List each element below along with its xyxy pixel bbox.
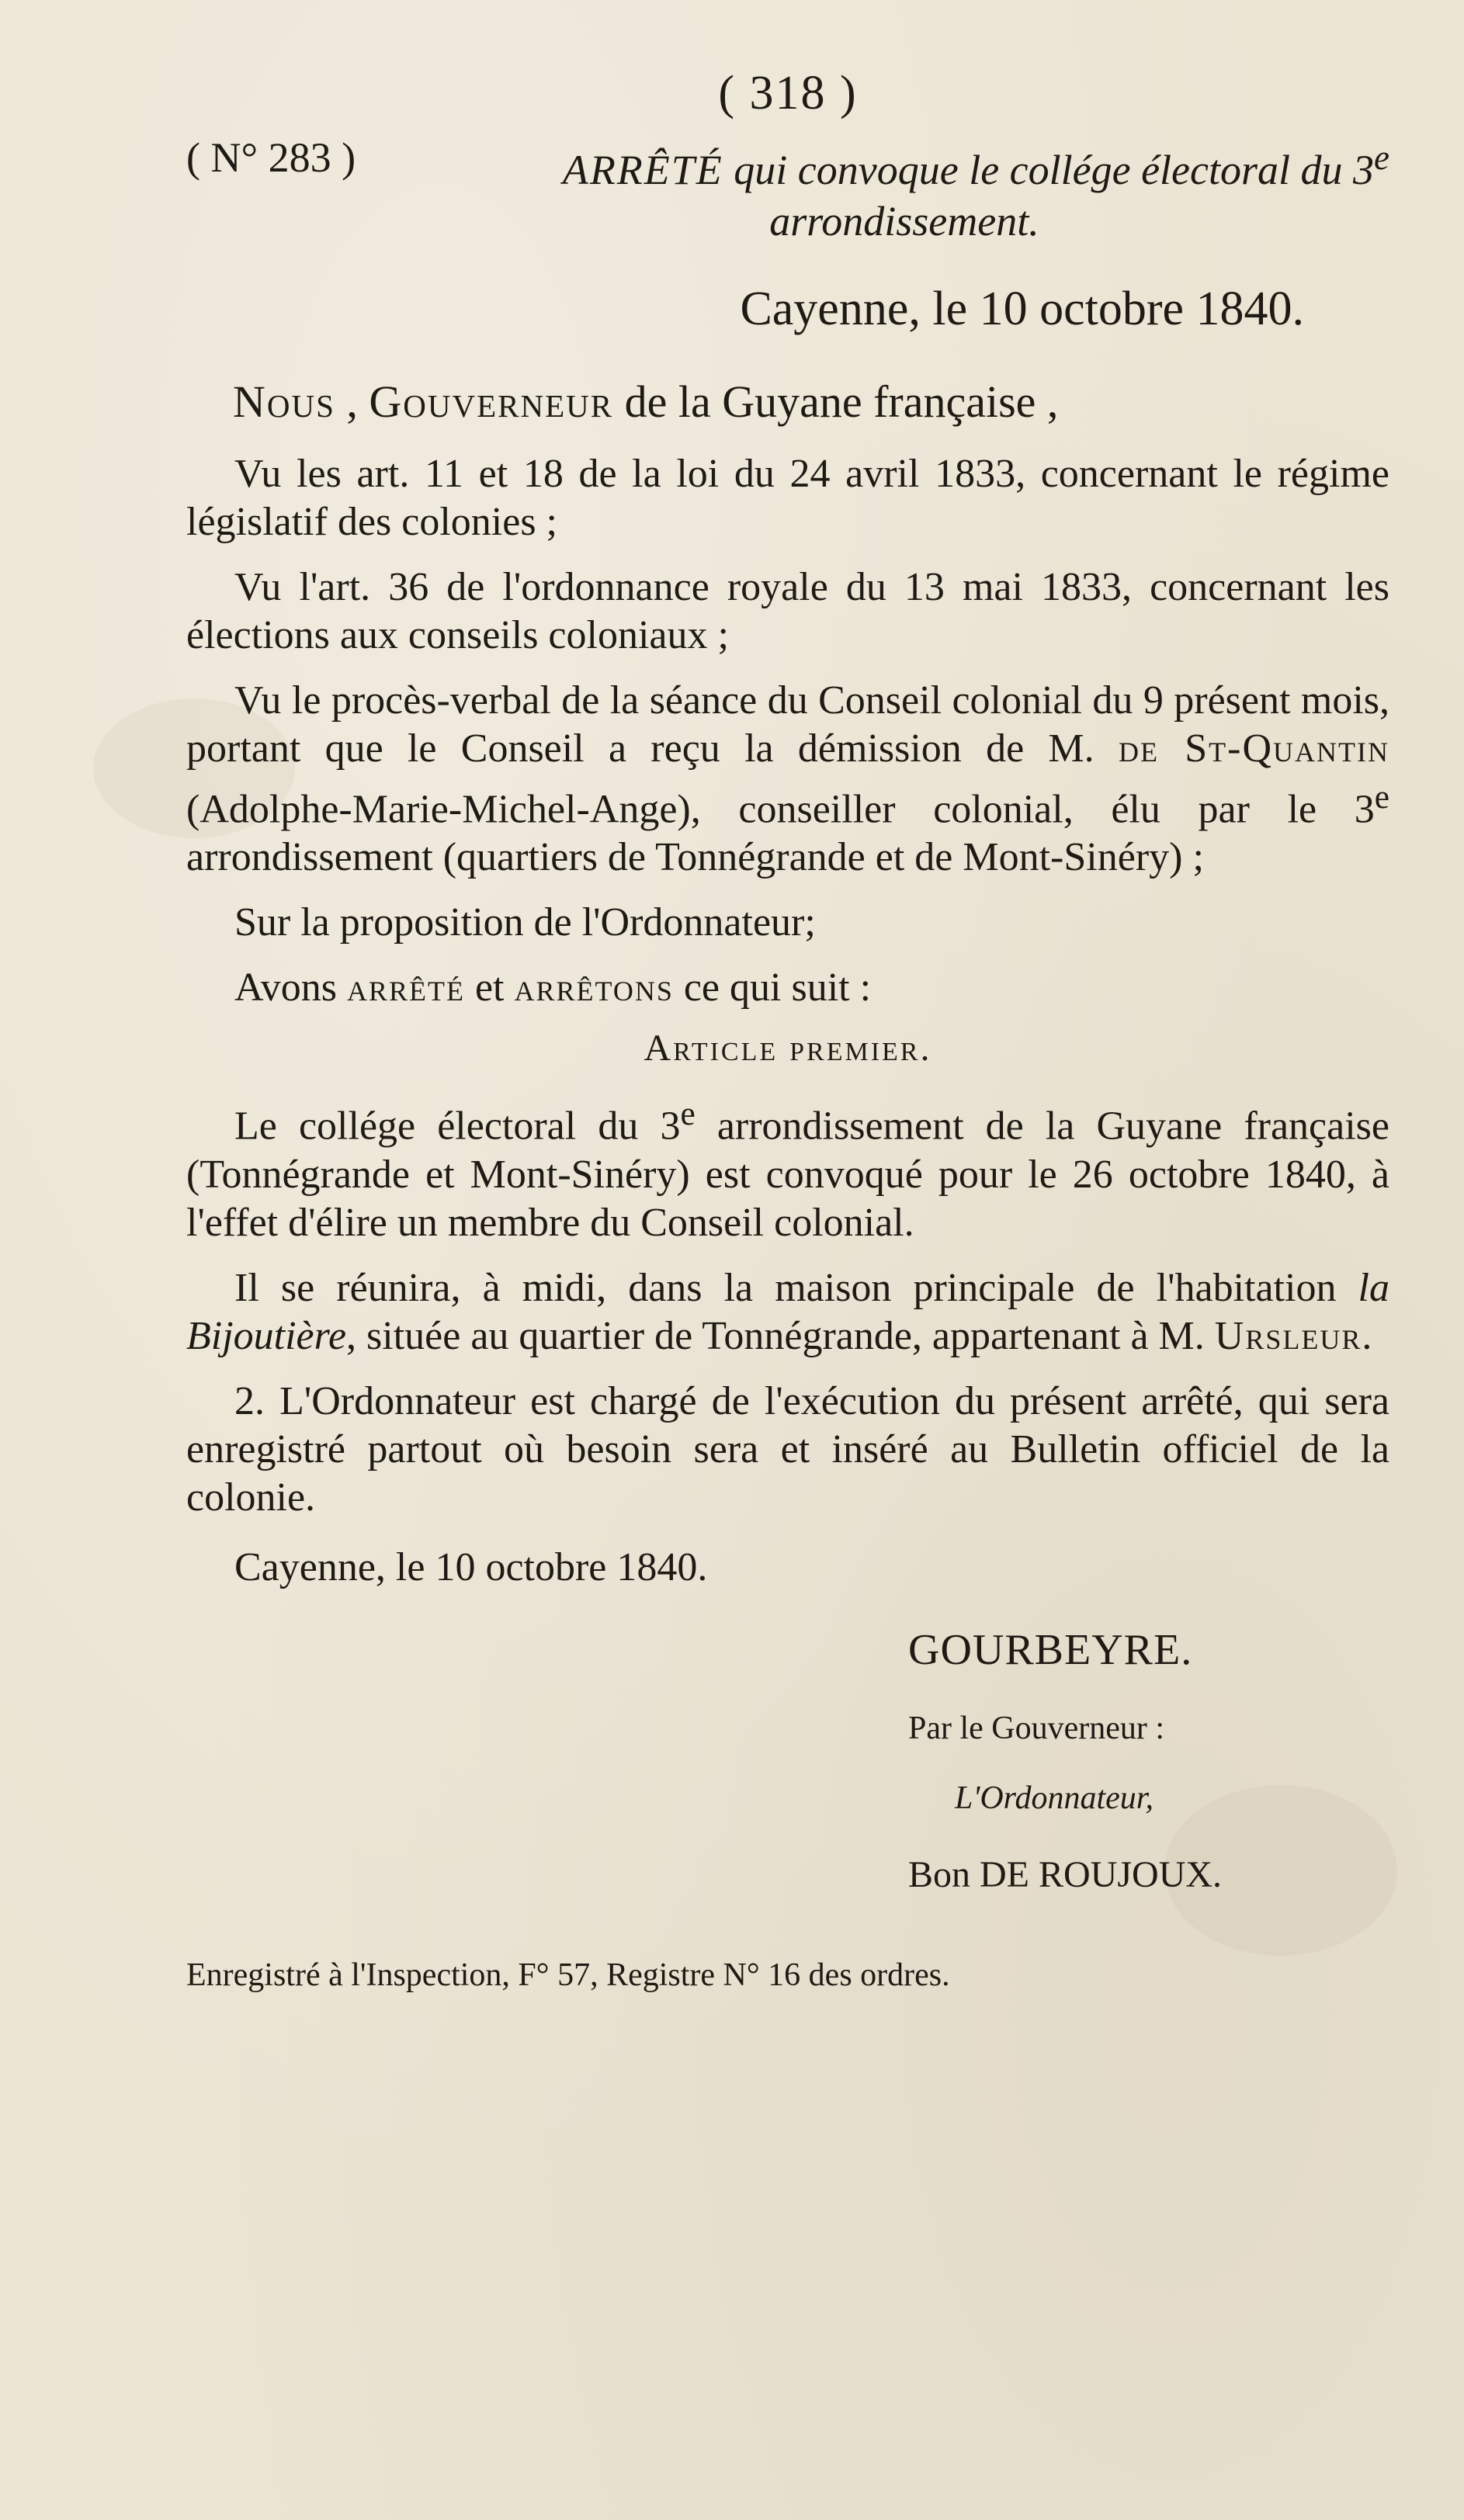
article-2: 2. L'Ordonnateur est chargé de l'exécution du présent arrêté, qui sera enregistré partout où besoin sera et inséré au Bulletin officiel de la colonie. <box>186 1378 1389 1520</box>
article-1-part-a: Le collége électoral du 3 <box>234 1104 681 1149</box>
article-1-paragraph-2 <box>186 1264 1389 1361</box>
signature-block <box>186 1623 1389 1901</box>
decree-title-rest: qui convoque le collége électoral du 3 <box>723 147 1375 193</box>
authority-sep: , <box>335 376 369 427</box>
article-1-p2-name: Ursleur <box>1214 1313 1362 1358</box>
avons-part-a: Avons <box>234 965 347 1010</box>
paragraph-visa-1: Vu les art. 11 et 18 de la loi du 24 avril 1833, concernant le régime législatif des colonies ; <box>186 452 1389 544</box>
signature-second-name: DE ROUJOUX. <box>970 1853 1223 1895</box>
authority-line <box>186 371 1389 433</box>
article-1-p2-part-c: . <box>1362 1313 1372 1358</box>
signature-par: Par le Gouverneur : <box>908 1710 1165 1746</box>
authority-rest: de la Guyane française , <box>613 376 1059 427</box>
authority-gouverneur: Gouverneur <box>369 376 614 427</box>
article-1-p2-italic: la Bijoutière <box>186 1265 1389 1358</box>
decree-heading <box>186 132 1389 247</box>
avons-part-c: ce qui suit : <box>673 965 872 1010</box>
closing-date: Cayenne, le 10 octobre 1840. <box>234 1544 708 1589</box>
article-title: Article premier. <box>644 1028 932 1069</box>
signature-second-prefix: Bon <box>908 1853 971 1895</box>
article-1-sup: e <box>680 1095 696 1133</box>
signature-role: L'Ordonnateur, <box>955 1780 1154 1816</box>
decree-title-line2: arrondissement. <box>769 198 1039 244</box>
decree-title-caps: ARRÊTÉ <box>562 147 723 193</box>
article-1-p2-part-b: , située au quartier de Tonnégrande, appartenant à M. <box>346 1313 1215 1358</box>
avons-arrete: arrêté <box>346 965 465 1010</box>
authority-nous: Nous <box>233 376 335 427</box>
signature-name: GOURBEYRE. <box>908 1625 1193 1674</box>
paragraph-proposition: Sur la proposition de l'Ordonnateur; <box>234 900 816 945</box>
avons-part-b: et <box>464 965 515 1010</box>
decree-title-sup: e <box>1374 138 1389 177</box>
article-1-part-b: arrondissement de la Guyane française (Tonnégrande et Mont-Sinéry) est convoqué pour le 26 octobre 1840, à l'effet d'élire un membre du Conseil colonial. <box>186 1104 1389 1245</box>
registry-note: Enregistré à l'Inspection, F° 57, Registre N° 16 des ordres. <box>186 1957 950 1993</box>
visa-3-part-b: (Adolphe-Marie-Michel-Ange), conseiller colonial, élu par le 3 <box>186 787 1375 832</box>
article-1-p2-part-a: Il se réunira, à midi, dans la maison principale de l'habitation <box>234 1265 1358 1310</box>
paragraph-visa-3 <box>186 677 1389 882</box>
dateline: Cayenne, le 10 octobre 1840. <box>740 283 1304 335</box>
visa-3-name: de St-Quantin <box>1118 726 1389 771</box>
avons-arretons: arrêtons <box>514 965 674 1010</box>
article-1-paragraph-1 <box>186 1090 1389 1246</box>
decree-title-line1 <box>186 132 1389 196</box>
visa-3-part-c: arrondissement (quartiers de Tonnégrande et de Mont-Sinéry) ; <box>186 835 1204 880</box>
page-number: ( 318 ) <box>718 67 858 120</box>
visa-3-sup: e <box>1374 778 1389 816</box>
paragraph-visa-2: Vu l'art. 36 de l'ordonnance royale du 13 mai 1833, concernant les élections aux conseils coloniaux ; <box>186 565 1389 657</box>
document-text <box>186 54 1389 1998</box>
signature-second <box>908 1849 1389 1901</box>
visa-3-part-a: Vu le procès-verbal de la séance du Conseil colonial du 9 présent mois, portant que le Conseil a reçu la démission de M. <box>186 678 1389 771</box>
paragraph-avons <box>186 964 1389 1012</box>
decree-number: ( N° 283 ) <box>186 134 356 181</box>
